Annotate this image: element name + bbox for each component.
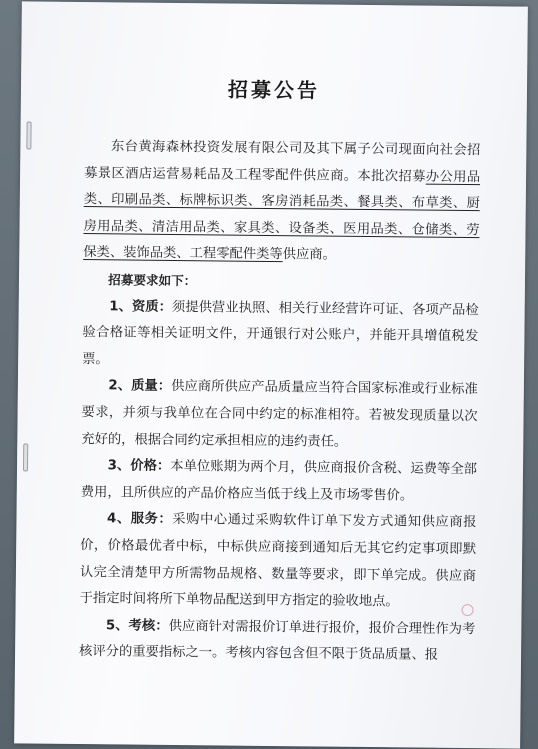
requirement-text: 本单位账期为两个月，供应商报价含税、运费等全部费用，且所供应的产品价格应当低于线上及市场零售价。 <box>80 459 478 504</box>
requirement-item <box>82 294 479 378</box>
requirement-item <box>81 373 478 457</box>
requirement-label: 2、质量： <box>108 378 172 395</box>
requirements-heading: 招募要求如下： <box>108 272 197 289</box>
requirement-text: 供应商针对需报价订单进行报价，报价合理性作为考核评分的重要指标之一。考核内容包含但不限于货品质量、报 <box>79 618 476 664</box>
requirement-item <box>80 506 477 617</box>
document-page <box>14 1 528 748</box>
requirement-item <box>81 453 478 510</box>
requirement-label: 1、资质： <box>109 298 173 315</box>
requirement-text: 采购中心通过采购软件订单下发方式通知供应商报价，价格最优者中标，中标供应商接到通知后无其它约定事项即默认完全清楚甲方所需物品规格、数量等要求，即下单完成。供应商于指定时间将所下单物品配送到甲方指定的验收地点。 <box>79 512 477 610</box>
intro-end: 供应商。 <box>282 247 336 264</box>
requirement-item <box>79 613 476 670</box>
binding-clip-mark <box>26 121 31 149</box>
intro-paragraph <box>83 134 480 271</box>
document-title: 招募公告 <box>227 77 321 103</box>
requirement-label: 5、考核： <box>105 617 169 634</box>
requirement-label: 4、服务： <box>106 511 173 528</box>
intro-text: 东台黄海森林投资发展有限公司及其下属子公司现面向社会招募景区酒店运营易耗品及工程零配件供应商。本批次招募 <box>84 139 481 185</box>
intro-underlined-categories: 办公用品类、印刷品类、标牌标识类、客房消耗品类、餐具类、布草类、厨房用品类、清洁用品类、家具类、设备类、医用品类、仓储类、劳保类、装饰品类、工程零配件类等 <box>83 169 481 263</box>
requirement-text: 供应商所供应产品质量应当符合国家标准或行业标准要求，并须与我单位在合同中约定的标准相符。若被发现质量以次充好的，根据合同约定承担相应的违约责任。 <box>81 379 478 450</box>
document-body <box>79 134 481 670</box>
ink-mark <box>461 604 473 616</box>
requirement-label: 3、价格： <box>107 458 171 475</box>
requirement-text: 须提供营业执照、相关行业经营许可证、各项产品检验合格证等相关证明文件，开通银行对公账户，并能开具增值税发票。 <box>82 299 479 368</box>
binding-clip-mark <box>23 443 28 471</box>
